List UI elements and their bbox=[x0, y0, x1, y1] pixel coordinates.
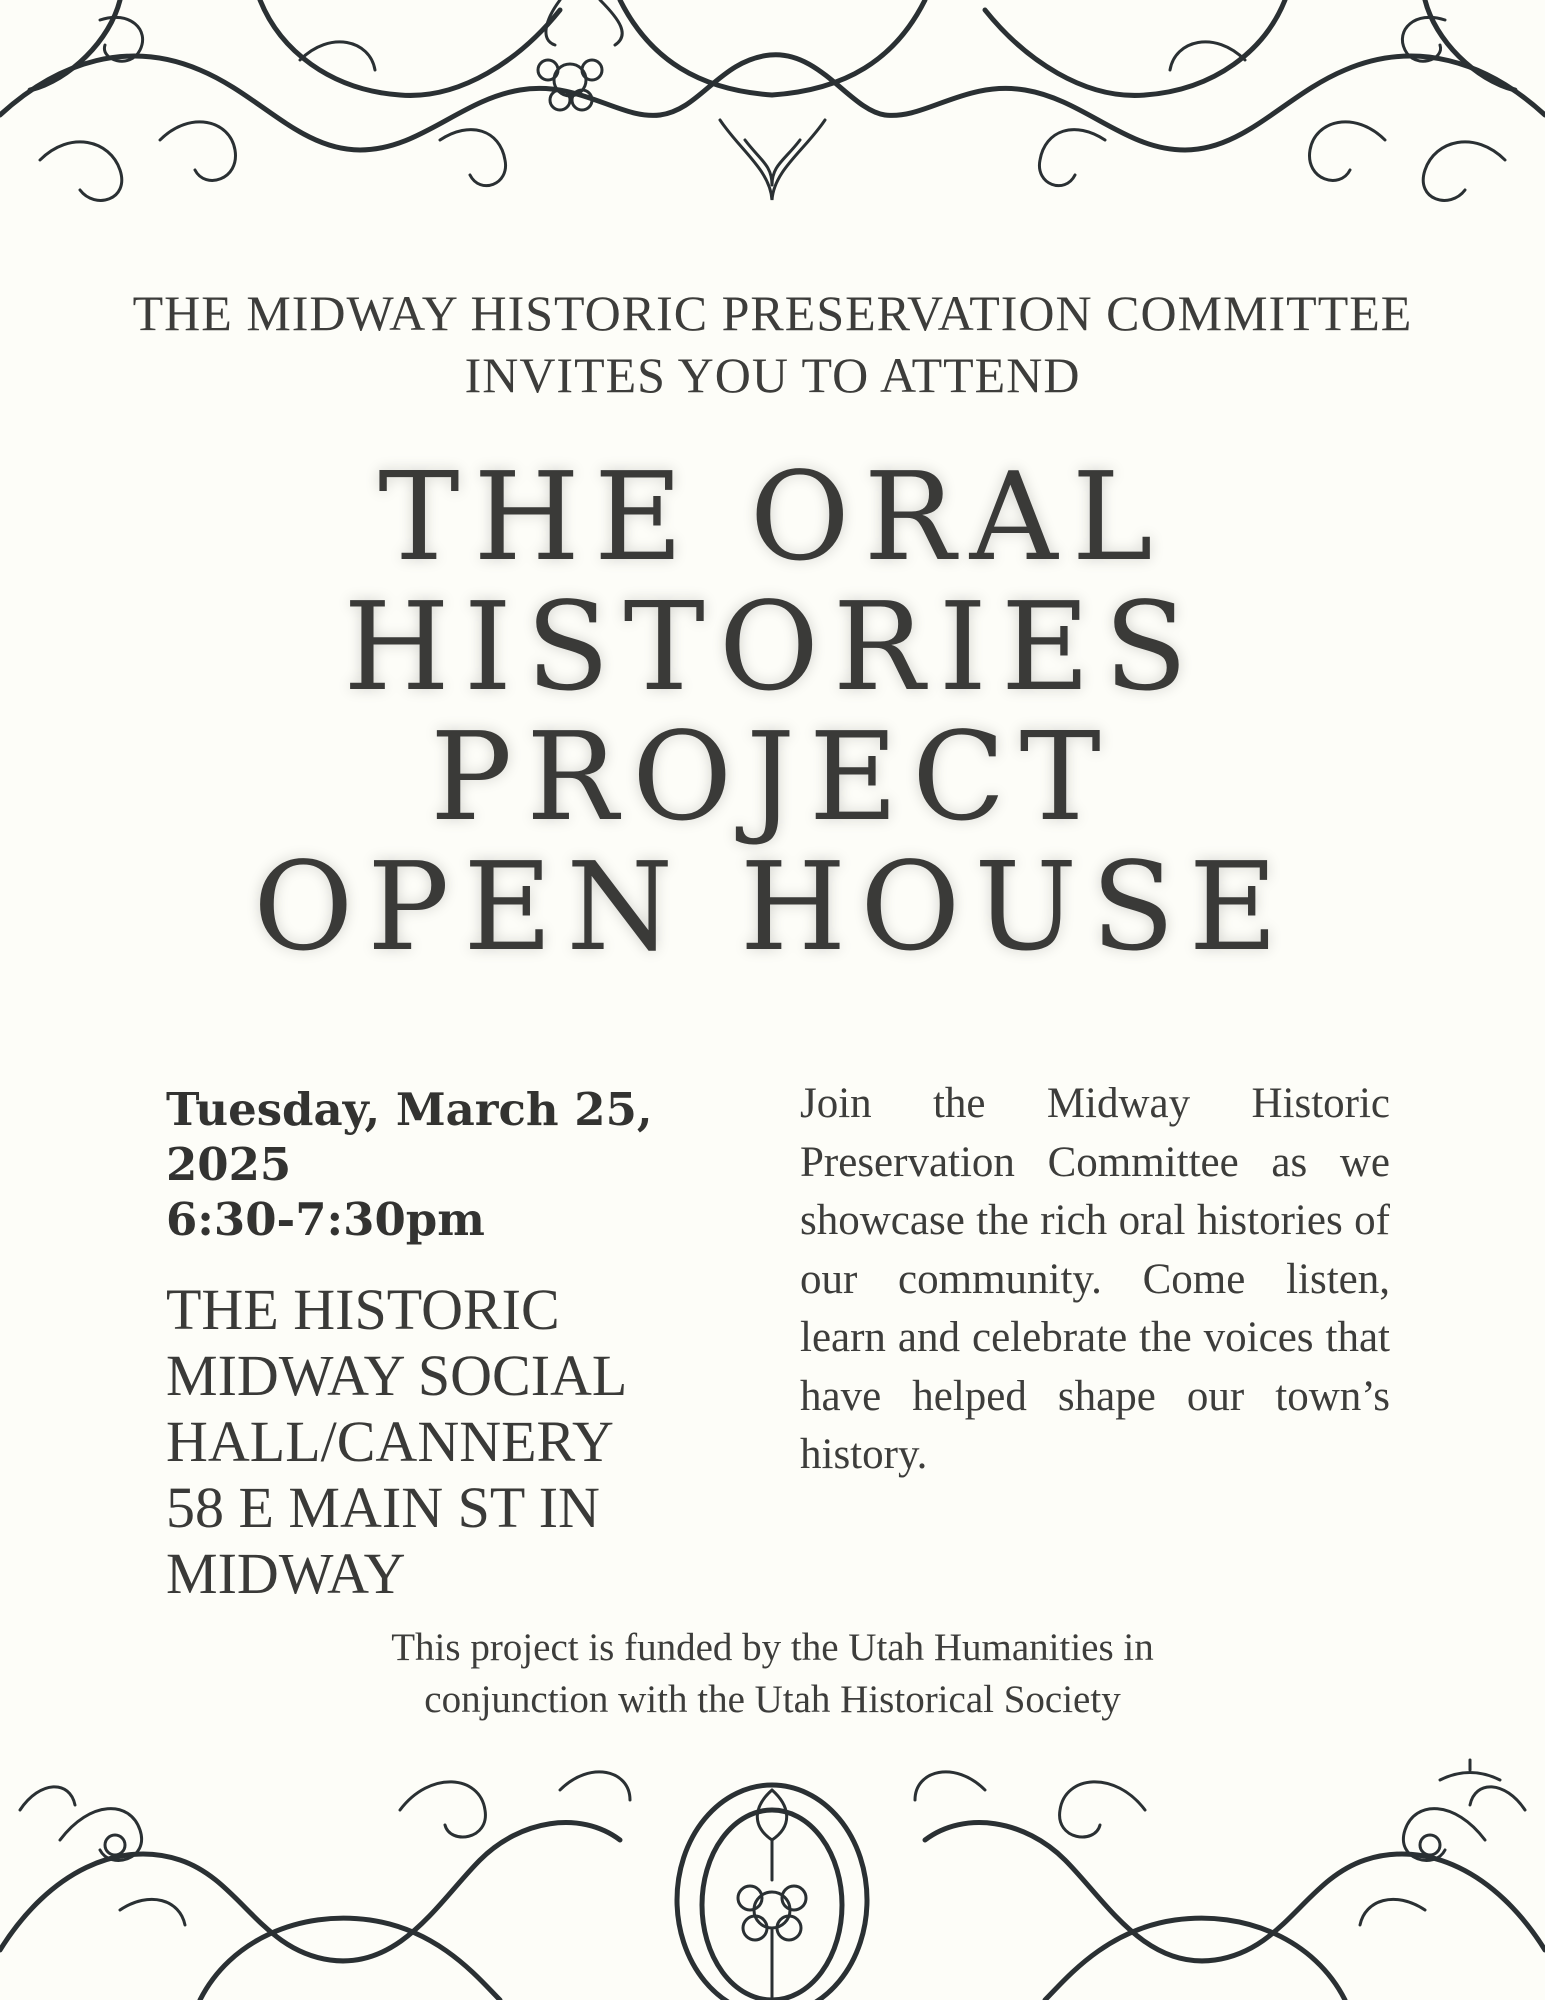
venue-line-4: 58 E MAIN ST IN bbox=[166, 1475, 600, 1540]
venue-line-1: THE HISTORIC bbox=[166, 1277, 560, 1342]
funding-note bbox=[0, 1622, 1545, 1726]
event-details bbox=[166, 1082, 766, 1607]
title-line-3: PROJECT bbox=[430, 706, 1115, 848]
invitation-header bbox=[0, 282, 1545, 406]
invitation-line-2: INVITES YOU TO ATTEND bbox=[464, 347, 1081, 403]
venue-line-3: HALL/CANNERY bbox=[166, 1409, 614, 1474]
funding-line-2: conjunction with the Utah Historical Society bbox=[424, 1678, 1121, 1721]
top-floral-border-icon bbox=[0, 0, 1545, 215]
event-description: Join the Midway Historic Preservation Committee as we showcase the rich oral histories of our community. Come listen, learn and celebrate the voices that have helped shape our town’s history. bbox=[800, 1080, 1390, 1478]
venue-line-5: MIDWAY bbox=[166, 1541, 406, 1606]
event-title bbox=[0, 446, 1545, 978]
title-line-1: THE ORAL bbox=[378, 446, 1167, 588]
invitation-line-1: THE MIDWAY HISTORIC PRESERVATION COMMITTEE bbox=[132, 285, 1413, 341]
event-date: Tuesday, March 25, 2025 bbox=[166, 1083, 653, 1191]
event-venue bbox=[166, 1277, 766, 1607]
title-line-4: OPEN HOUSE bbox=[253, 836, 1292, 978]
venue-line-2: MIDWAY SOCIAL bbox=[166, 1343, 628, 1408]
bottom-floral-border-icon bbox=[0, 1750, 1545, 2000]
funding-line-1: This project is funded by the Utah Humanities in bbox=[391, 1626, 1154, 1669]
event-time: 6:30-7:30pm bbox=[166, 1193, 485, 1246]
title-line-2: HISTORIES bbox=[343, 576, 1202, 718]
